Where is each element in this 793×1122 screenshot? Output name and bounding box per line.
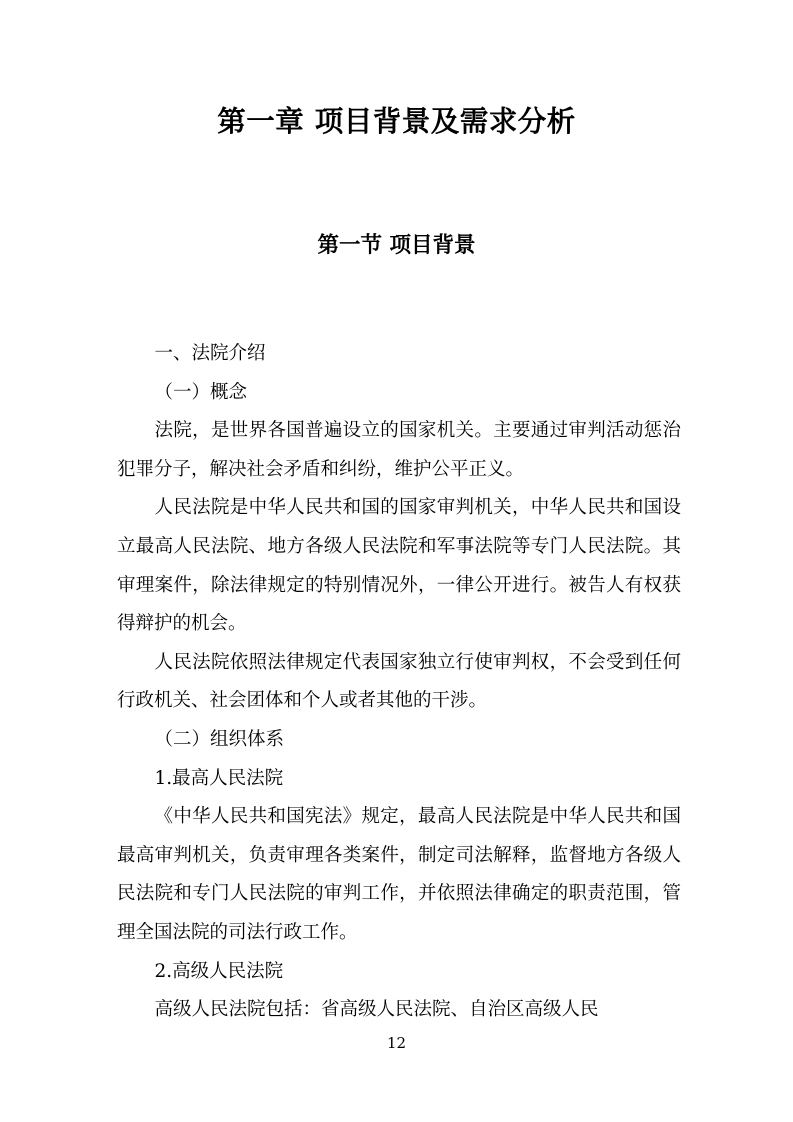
subheading-concept: （一）概念 (154, 381, 248, 403)
chapter-title: 第一章 项目背景及需求分析 (217, 105, 576, 138)
page-number: 12 (386, 1034, 407, 1052)
paragraph-court-definition: 法院，是世界各国普遍设立的国家机关。主要通过审判活动惩治犯罪分子，解决社会矛盾和纠纷，维护公平正义。 (117, 420, 681, 480)
body-text (117, 335, 681, 1030)
heading-high-court: 2.高级人民法院 (154, 960, 284, 982)
paragraph-peoples-court: 人民法院是中华人民共和国的国家审判机关，中华人民共和国设立最高人民法院、地方各级人民法院和军事法院等专门人民法院。其审理案件，除法律规定的特别情况外，一律公开进行。被告人有权获得辩护的机会。 (117, 497, 681, 635)
section-title: 第一节 项目背景 (317, 233, 476, 258)
paragraph-independence: 人民法院依照法律规定代表国家独立行使审判权，不会受到任何行政机关、社会团体和个人或者其他的干涉。 (117, 651, 681, 712)
paragraph-supreme-court: 《中华人民共和国宪法》规定，最高人民法院是中华人民共和国最高审判机关，负责审理各类案件，制定司法解释，监督地方各级人民法院和专门人民法院的审判工作，并依照法律确定的职责范围，管理全国法院的司法行政工作。 (117, 806, 681, 943)
heading-supreme-court: 1.最高人民法院 (154, 767, 284, 789)
subheading-organization: （二）组织体系 (154, 728, 285, 750)
heading-court-intro: 一、法院介绍 (154, 343, 266, 364)
paragraph-high-court: 高级人民法院包括：省高级人民法院、自治区高级人民 (154, 999, 599, 1021)
